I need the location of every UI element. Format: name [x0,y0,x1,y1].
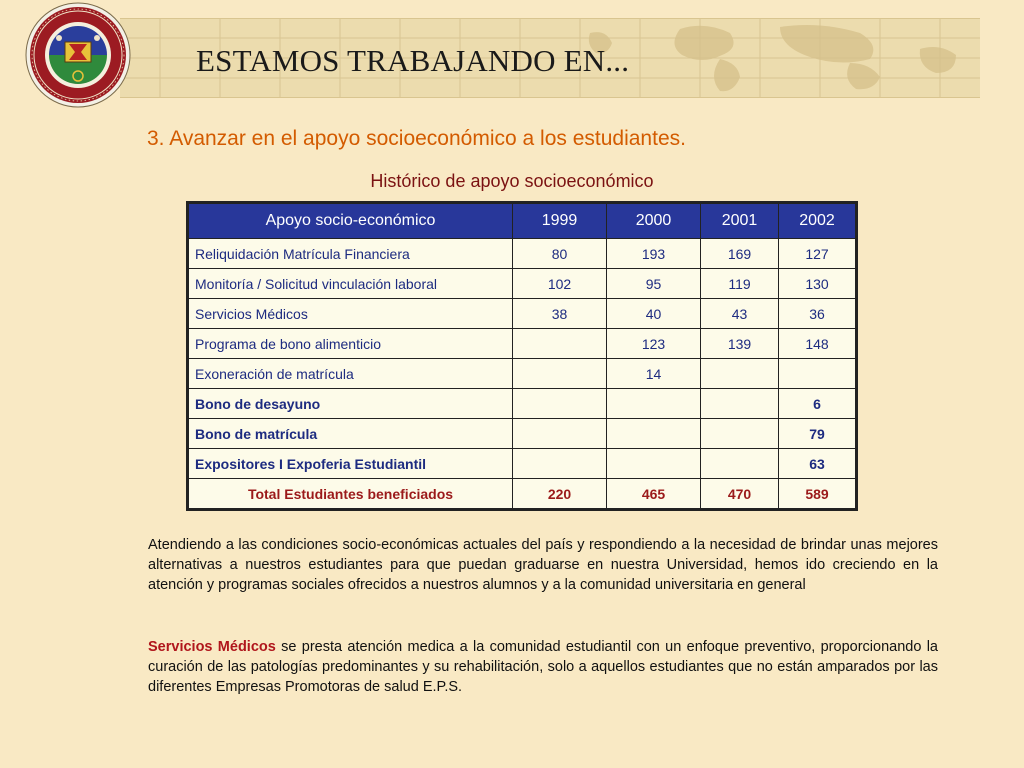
table-cell [701,419,779,449]
total-cell: 470 [701,479,779,509]
table-cell [513,449,607,479]
table-cell [513,389,607,419]
medical-services-paragraph [148,638,938,697]
table-cell [779,359,856,389]
medical-services-text: se presta atención medica a la comunidad estudiantil con un enfoque preventivo, proporcionando la curación de las patologías predominantes y su rehabilitación, solo a aquellos estudiantes que no están amparados por las diferentes Empresas Promotoras de salud E.P.S. [148,639,939,695]
column-header: 2002 [779,204,856,239]
table-cell: 79 [779,419,856,449]
table-cell: 63 [779,449,856,479]
row-label: Servicios Médicos [189,299,513,329]
total-label: Total Estudiantes beneficiados [189,479,513,509]
section-subtitle: 3. Avanzar en el apoyo socioeconómico a los estudiantes. [147,127,686,150]
table-cell: 148 [779,329,856,359]
table-cell: 36 [779,299,856,329]
table-cell: 130 [779,269,856,299]
table-cell: 40 [607,299,701,329]
table-cell: 80 [513,239,607,269]
data-table-frame [186,201,858,511]
table-row [189,449,856,479]
table-row [189,239,856,269]
row-label: Programa de bono alimenticio [189,329,513,359]
table-cell [607,389,701,419]
table-row [189,329,856,359]
table-cell: 14 [607,359,701,389]
table-cell: 127 [779,239,856,269]
table-cell: 119 [701,269,779,299]
row-label: Reliquidación Matrícula Financiera [189,239,513,269]
table-cell: 139 [701,329,779,359]
column-header: 2001 [701,204,779,239]
table-row [189,269,856,299]
table-cell [513,419,607,449]
table-cell [513,359,607,389]
table-cell [607,419,701,449]
table-row [189,389,856,419]
intro-paragraph: Atendiendo a las condiciones socio-económicas actuales del país y respondiendo a la necesidad de brindar unas mejores alternativas a nuestros estudiantes para que puedan graduarse en nuestra Universidad, hemos ido creciendo en la atención y programas sociales ofrecidos a nuestros alumnos y a la comunidad universitaria en general [148,537,938,593]
column-header: Apoyo socio-económico [189,204,513,239]
table-cell: 43 [701,299,779,329]
table-cell [513,329,607,359]
table-header-row [189,204,856,239]
page-title: ESTAMOS TRABAJANDO EN... [196,43,630,78]
row-label: Monitoría / Solicitud vinculación laboral [189,269,513,299]
table-cell [607,449,701,479]
row-label: Expositores I Expoferia Estudiantil [189,449,513,479]
total-cell: 465 [607,479,701,509]
column-header: 1999 [513,204,607,239]
table-cell: 102 [513,269,607,299]
row-label: Bono de matrícula [189,419,513,449]
row-label: Exoneración de matrícula [189,359,513,389]
total-cell: 589 [779,479,856,509]
university-seal-logo [25,2,131,108]
row-label: Bono de desayuno [189,389,513,419]
table-cell: 123 [607,329,701,359]
table-title: Histórico de apoyo socioeconómico [370,171,654,191]
header-banner [120,18,980,98]
table-cell: 193 [607,239,701,269]
table-cell: 38 [513,299,607,329]
table-cell: 6 [779,389,856,419]
total-row [189,479,856,509]
table-row [189,419,856,449]
total-cell: 220 [513,479,607,509]
table-row [189,359,856,389]
medical-services-heading: Servicios Médicos [148,639,276,655]
table-row [189,299,856,329]
table-cell: 95 [607,269,701,299]
table-cell [701,359,779,389]
table-cell [701,389,779,419]
table-cell: 169 [701,239,779,269]
table-cell [701,449,779,479]
column-header: 2000 [607,204,701,239]
socioeconomic-table [188,203,856,509]
